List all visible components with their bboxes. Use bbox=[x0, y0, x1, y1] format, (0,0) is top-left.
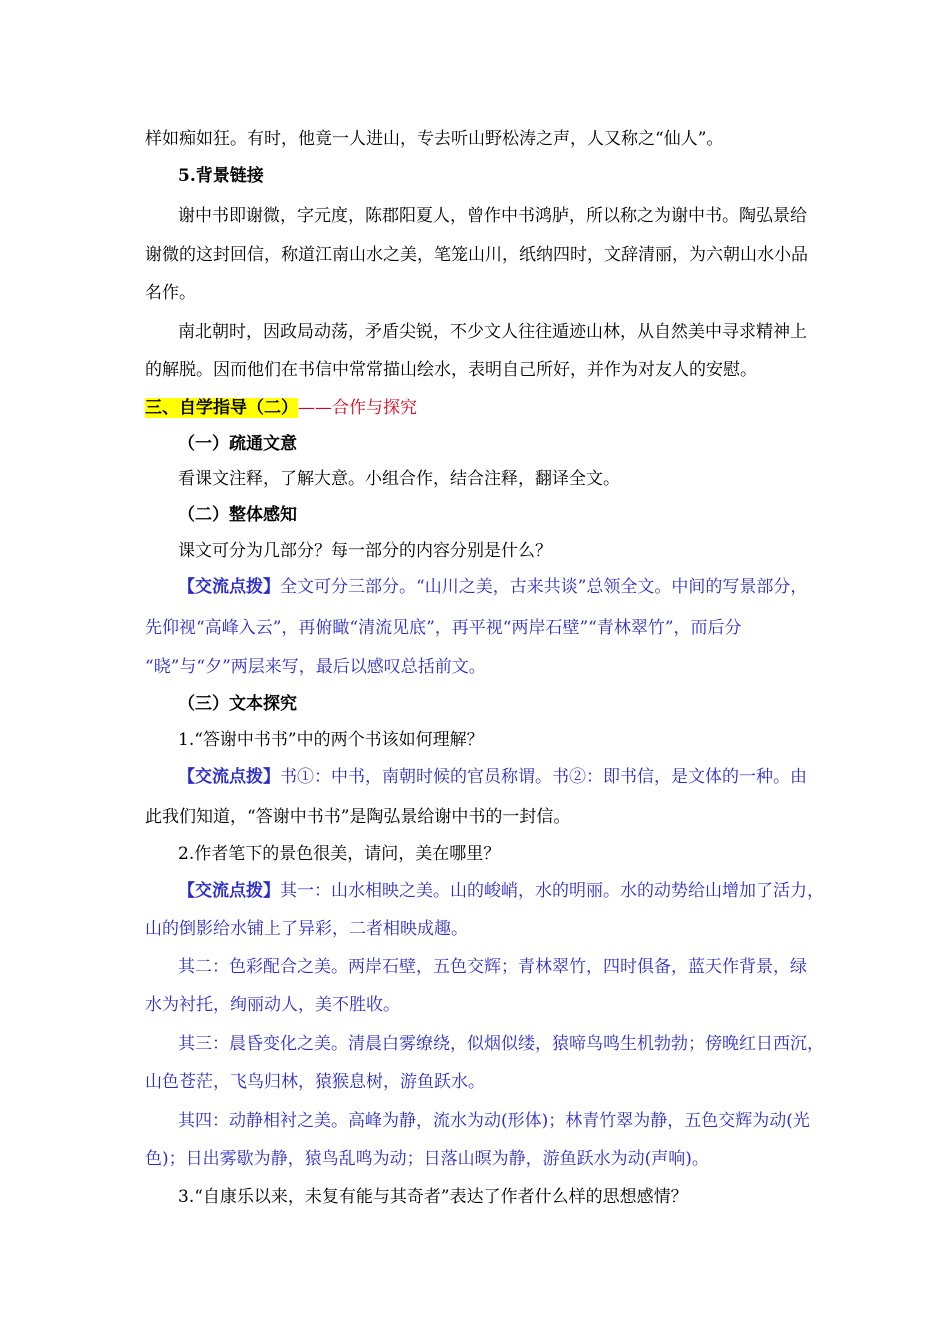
question-line: 2.作者笔下的景色很美，请问，美在哪里？ bbox=[178, 844, 501, 864]
paragraph-line: 看课文注释，了解大意。小组合作，结合注释，翻译全文。 bbox=[178, 469, 620, 489]
answer-line: 山的倒影给水铺上了异彩，二者相映成趣。 bbox=[145, 919, 468, 939]
paragraph-line: 南北朝时，因政局动荡，矛盾尖锐，不少文人往往遁迹山林，从自然美中寻求精神上 bbox=[178, 322, 807, 342]
paragraph-line: 谢中书即谢微，字元度，陈郡阳夏人，曾作中书鸿胪，所以称之为谢中书。陶弘景给 bbox=[178, 206, 807, 226]
answer-tag: 【交流点拨】 bbox=[178, 767, 280, 787]
answer-tag: 【交流点拨】 bbox=[178, 881, 280, 901]
subsection-title: （三）文本探究 bbox=[178, 694, 297, 714]
paragraph-line: 此我们知道，“答谢中书书”是陶弘景给谢中书的一封信。 bbox=[145, 807, 571, 827]
paragraph-line: 名作。 bbox=[145, 283, 196, 303]
section-heading-background: 5.背景链接 bbox=[178, 166, 264, 186]
subsection-title: （一）疏通文意 bbox=[178, 434, 297, 454]
paragraph-line: 的解脱。因而他们在书信中常常描山绘水，表明自己所好，并作为对友人的安慰。 bbox=[145, 360, 757, 380]
paragraph-line: 样如痴如狂。有时，他竟一人进山，专去听山野松涛之声，人又称之“仙人”。 bbox=[145, 129, 724, 149]
question-line: 1.“答谢中书书”中的两个书该如何理解？ bbox=[178, 730, 484, 750]
question-line: 课文可分为几部分？每一部分的内容分别是什么？ bbox=[178, 541, 552, 561]
answer-line: 【交流点拨】书①：中书，南朝时候的官员称谓。书②：即书信，是文体的一种。由 bbox=[178, 767, 807, 787]
subsection-title: （二）整体感知 bbox=[178, 505, 297, 525]
answer-line: 其三：晨昏变化之美。清晨白雾缭绕，似烟似缕，猿啼鸟鸣生机勃勃；傍晚红日西沉， bbox=[178, 1034, 824, 1054]
answer-line: 山色苍茫，飞鸟归林，猿猴息树，游鱼跃水。 bbox=[145, 1072, 485, 1092]
section-three-highlight: 三、自学指导（二） bbox=[145, 398, 298, 418]
section-three-subtitle: ——合作与探究 bbox=[298, 398, 417, 418]
answer-line: 水为衬托，绚丽动人，美不胜收。 bbox=[145, 995, 400, 1015]
answer-line: 【交流点拨】全文可分三部分。“山川之美，古来共谈”总领全文。中间的写景部分， bbox=[178, 577, 808, 597]
answer-line: 色)；日出雾歇为静，猿鸟乱鸣为动；日落山暝为静，游鱼跃水为动(声响)。 bbox=[145, 1149, 709, 1169]
answer-line: 其四：动静相衬之美。高峰为静，流水为动(形体)；林青竹翠为静，五色交辉为动(光 bbox=[178, 1111, 810, 1131]
paragraph-line: 谢微的这封回信，称道江南山水之美，笔笼山川，纸纳四时，文辞清丽，为六朝山水小品 bbox=[145, 245, 808, 265]
answer-line: “晓”与“夕”两层来写，最后以感叹总括前文。 bbox=[145, 657, 486, 677]
answer-line: 【交流点拨】其一：山水相映之美。山的峻峭，水的明丽。水的动势给山增加了活力， bbox=[178, 881, 824, 901]
answer-tag: 【交流点拨】 bbox=[178, 577, 280, 597]
question-line: 3.“自康乐以来，未复有能与其奇者”表达了作者什么样的思想感情？ bbox=[178, 1187, 688, 1207]
answer-line: 先仰视“高峰入云”，再俯瞰“清流见底”，再平视“两岸石壁”“青林翠竹”，而后分 bbox=[145, 618, 742, 638]
answer-line: 其二：色彩配合之美。两岸石壁，五色交辉；青林翠竹，四时俱备，蓝天作背景，绿 bbox=[178, 957, 807, 977]
section-three-heading bbox=[145, 396, 810, 420]
